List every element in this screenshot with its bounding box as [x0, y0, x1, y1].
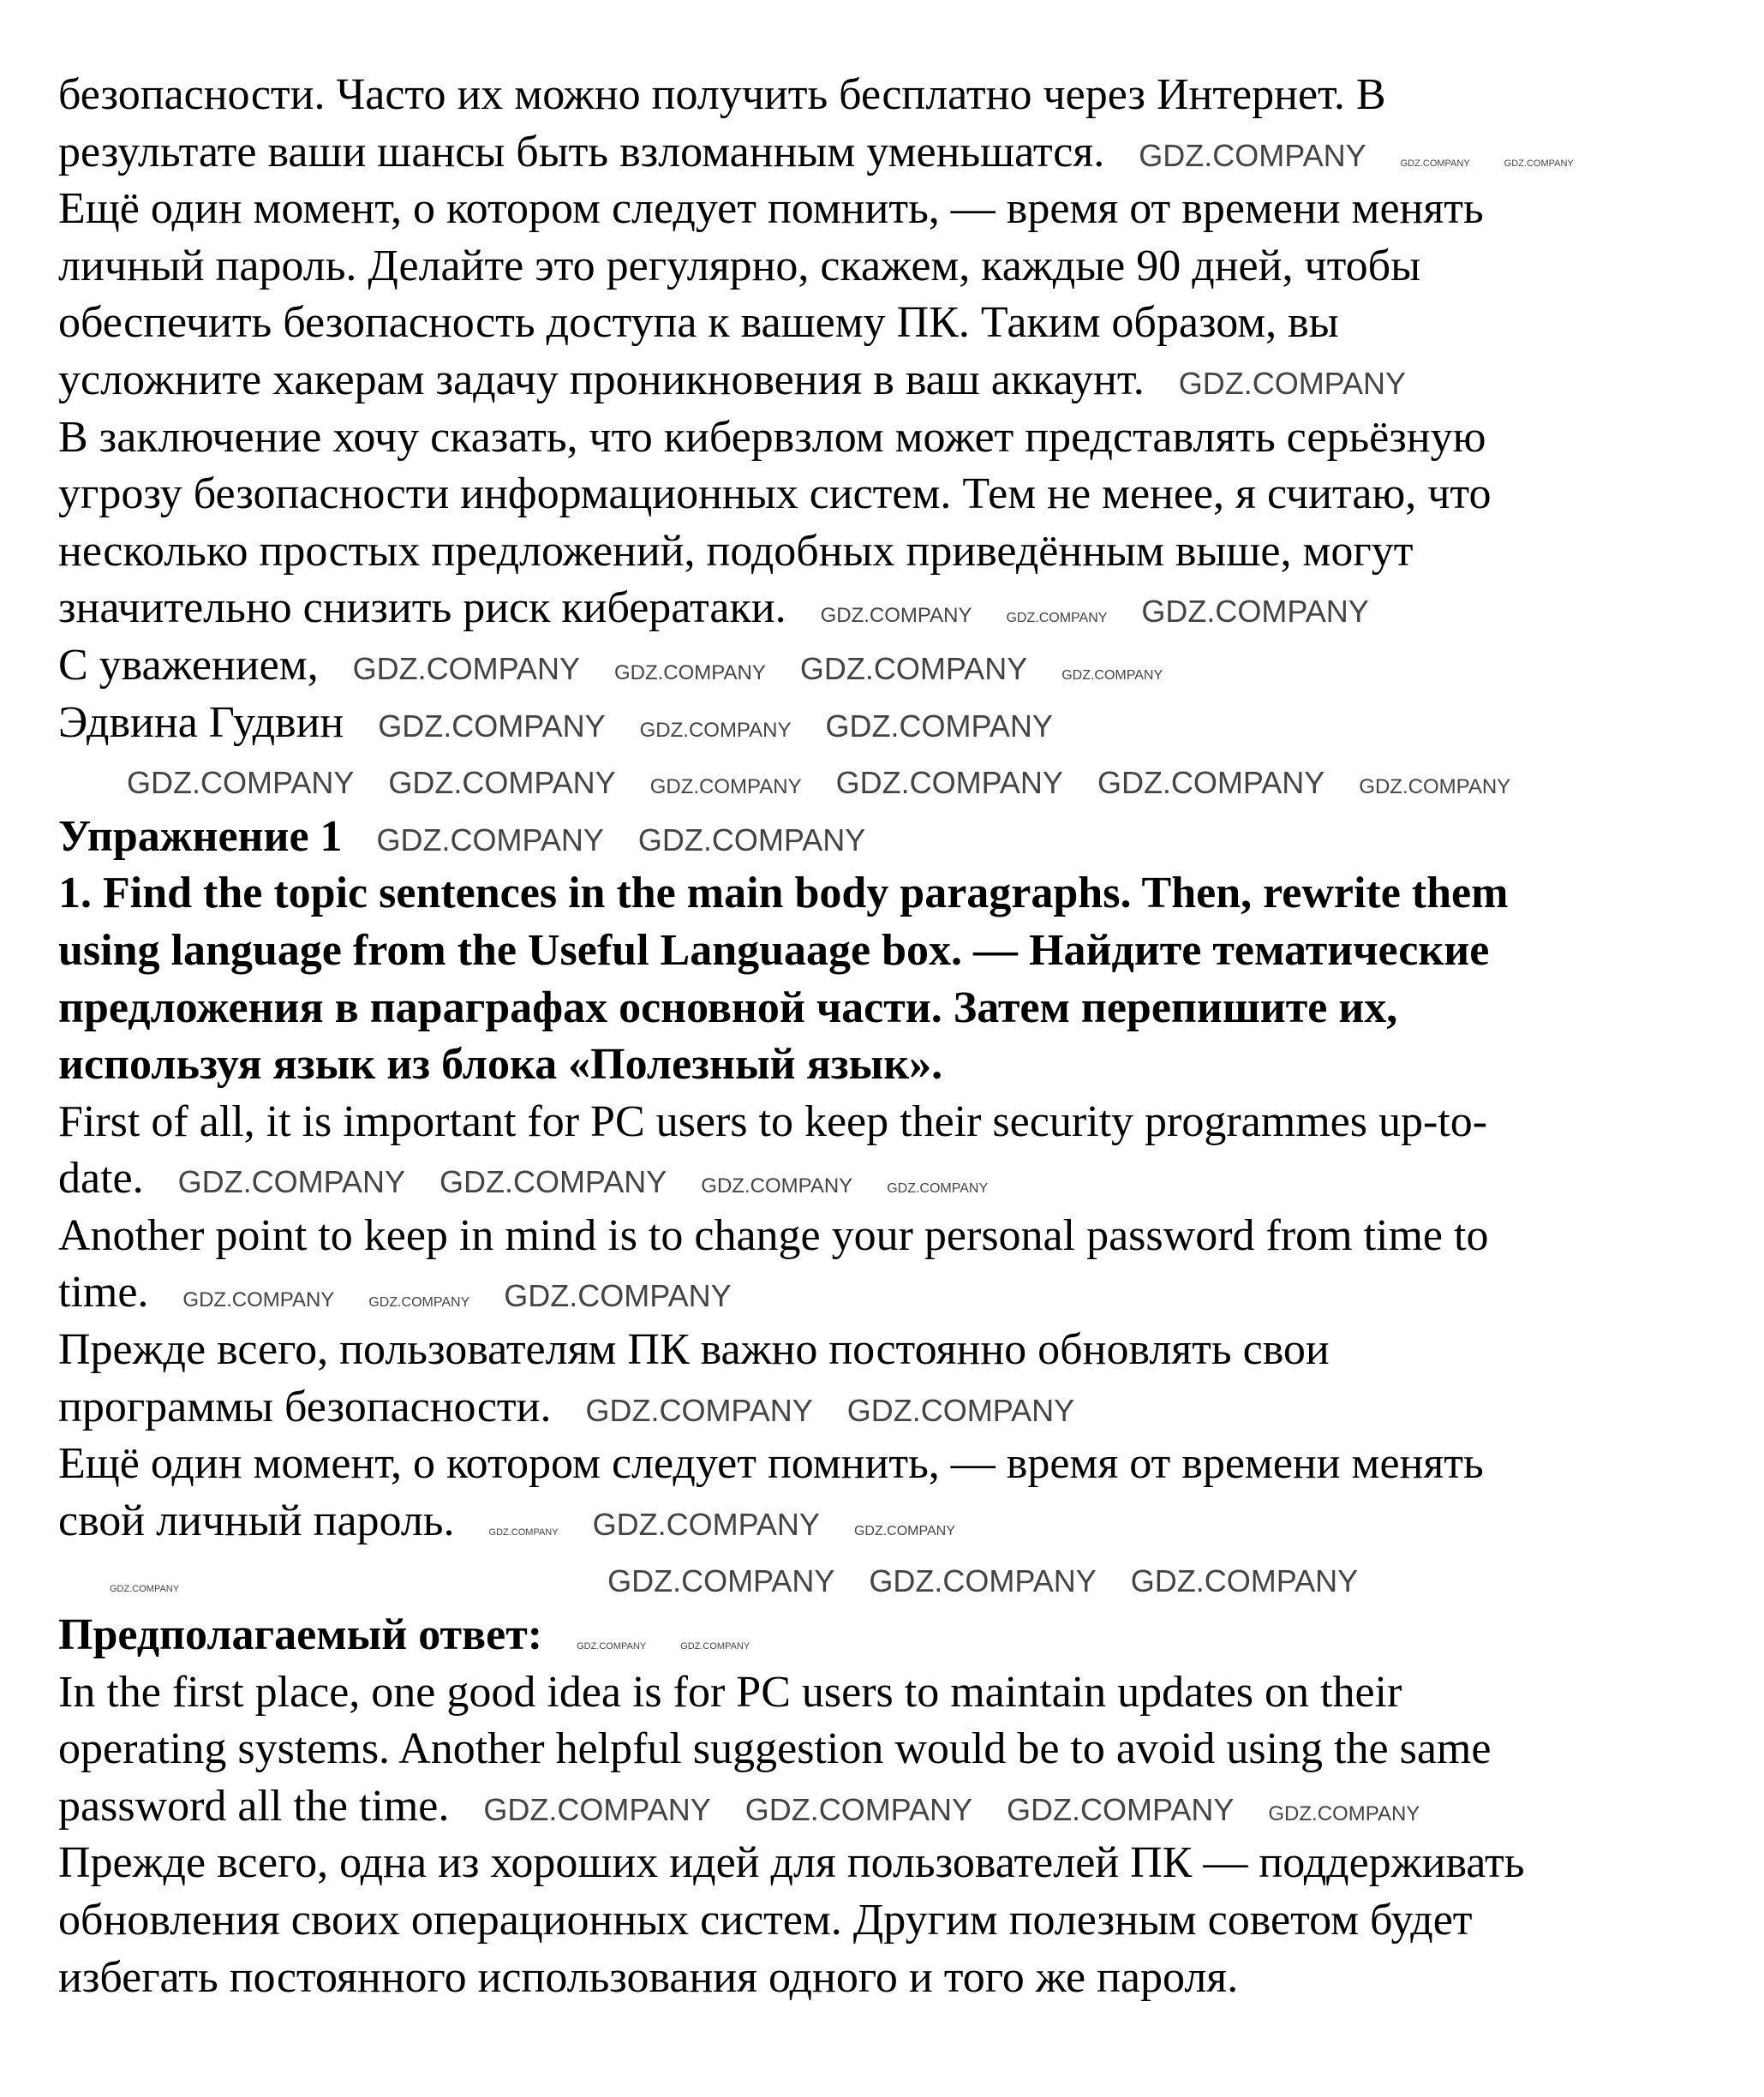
answer-line: date. [58, 1154, 144, 1204]
suggested-line: password all the time. [58, 1781, 450, 1831]
watermark: GDZ.COMPANY [1139, 137, 1366, 173]
answer-line: time. [58, 1268, 149, 1317]
letter-row [58, 580, 1737, 637]
suggested-line: обновления своих операционных систем. Другим полезным советом будет [58, 1896, 1473, 1945]
letter-line: личный пароль. Делайте это регулярно, скажем, каждые 90 дней, чтобы [58, 241, 1421, 290]
suggested-row [58, 1778, 1737, 1836]
spacer [58, 1550, 1737, 1607]
letter-line: обеспечить безопасность доступа к вашему ПК. Таким образом, вы [58, 298, 1339, 348]
letter-closing: С уважением, [58, 640, 319, 690]
watermark: GDZ.COMPANY [592, 1506, 820, 1542]
watermark: GDZ.COMPANY [488, 1526, 559, 1538]
watermark: GDZ.COMPANY [1268, 1801, 1420, 1825]
watermark: GDZ.COMPANY [701, 1174, 853, 1198]
watermark: GDZ.COMPANY [352, 650, 580, 686]
suggested-line: operating systems. Another helpful suggestion would be to avoid using the same [58, 1724, 1492, 1774]
answer-line: Another point to keep in mind is to change your personal password from time to [58, 1210, 1489, 1260]
letter-line: значительно снизить риск кибератаки. [58, 583, 786, 633]
watermark: GDZ.COMPANY [825, 708, 1053, 744]
watermark: GDZ.COMPANY [887, 1181, 989, 1197]
letter-row [58, 409, 1737, 467]
answer-line: Прежде всего, пользователям ПК важно постоянно обновлять свои [58, 1325, 1330, 1375]
watermark: GDZ.COMPANY [388, 765, 616, 801]
answer-row [58, 1379, 1737, 1437]
watermark: GDZ.COMPANY [1178, 365, 1407, 401]
suggested-heading-row [58, 1607, 1737, 1664]
suggested-line: In the first place, one good idea is for PC users to maintain updates on their [58, 1667, 1402, 1717]
watermark: GDZ.COMPANY [439, 1164, 667, 1200]
watermark: GDZ.COMPANY [639, 718, 792, 742]
task-line: 1. Find the topic sentences in the main body paragraphs. Then, rewrite them [58, 869, 1509, 918]
watermark: GDZ.COMPANY [744, 1791, 973, 1827]
watermark: GDZ.COMPANY [637, 821, 866, 857]
watermark: GDZ.COMPANY [680, 1641, 750, 1652]
answer-line: Ещё один момент, о котором следует помнить, — время от времени менять [58, 1439, 1484, 1489]
watermark: GDZ.COMPANY [376, 821, 604, 857]
watermark: GDZ.COMPANY [869, 1563, 1097, 1599]
exercise-heading: Упражнение 1 [58, 811, 343, 861]
watermark: GDZ.COMPANY [1007, 1791, 1235, 1827]
watermark: GDZ.COMPANY [1130, 1563, 1359, 1599]
letter-line: усложните хакерам задачу проникновения в ваш аккаунт. [58, 355, 1145, 404]
watermark: GDZ.COMPANY [1097, 765, 1325, 801]
answer-line: программы безопасности. [58, 1382, 552, 1431]
letter-row [58, 352, 1737, 409]
watermark: GDZ.COMPANY [799, 650, 1028, 686]
watermark: GDZ.COMPANY [1061, 667, 1163, 683]
letter-row [58, 295, 1737, 352]
watermark: GDZ.COMPANY [585, 1392, 813, 1428]
exercise-heading-row [58, 809, 1737, 866]
watermark: GDZ.COMPANY [1504, 158, 1574, 169]
watermark: GDZ.COMPANY [177, 1164, 405, 1200]
letter-line: безопасности. Часто их можно получить бесплатно через Интернет. В [58, 70, 1386, 119]
letter-row [58, 181, 1737, 238]
letter-line: Ещё один момент, о котором следует помнить, — время от времени менять [58, 184, 1484, 234]
watermark: GDZ.COMPANY [820, 604, 972, 628]
watermark: GDZ.COMPANY [1400, 158, 1470, 169]
answer-line: свой личный пароль. [58, 1496, 455, 1545]
watermark: GDZ.COMPANY [378, 708, 606, 744]
task-line: используя язык из блока «Полезный язык». [58, 1040, 943, 1090]
letter-signature: Эдвина Гудвин [58, 697, 344, 747]
answer-row [58, 1150, 1737, 1208]
watermark: GDZ.COMPANY [607, 1563, 835, 1599]
letter-row [58, 466, 1737, 523]
suggested-line: Прежде всего, одна из хороших идей для пользователей ПК — поддерживать [58, 1838, 1525, 1888]
watermark: GDZ.COMPANY [835, 765, 1063, 801]
letter-row [58, 124, 1737, 182]
suggested-line: избегать постоянного использования одного и того же пароля. [58, 1952, 1239, 2002]
watermark: GDZ.COMPANY [127, 765, 355, 801]
watermark: GDZ.COMPANY [846, 1392, 1075, 1428]
answer-row [58, 1493, 1737, 1550]
document-page [58, 67, 1737, 2006]
letter-line: несколько простых предложений, подобных приведённым выше, могут [58, 526, 1414, 576]
answer-line: First of all, it is important for PC users to keep their security programmes up-to- [58, 1096, 1488, 1146]
watermark: GDZ.COMPANY [182, 1288, 335, 1312]
answer-row [58, 1264, 1737, 1322]
letter-line: угрозу безопасности информационных систем. Тем не менее, я считаю, что [58, 469, 1492, 519]
watermark: GDZ.COMPANY [504, 1278, 732, 1314]
watermark: GDZ.COMPANY [483, 1791, 711, 1827]
watermark: GDZ.COMPANY [1359, 775, 1511, 799]
letter-line: результате ваши шансы быть взломанным уменьшатся. [58, 127, 1105, 176]
watermark: GDZ.COMPANY [613, 660, 766, 684]
watermark: GDZ.COMPANY [1006, 611, 1108, 626]
watermark: GDZ.COMPANY [110, 1584, 180, 1595]
watermark: GDZ.COMPANY [577, 1641, 647, 1652]
suggested-heading: Предполагаемый ответ: [58, 1610, 543, 1660]
letter-row [58, 523, 1737, 581]
letter-row [58, 238, 1737, 296]
task-line: предложения в параграфах основной части. Затем перепишите их, [58, 983, 1398, 1032]
letter-row [58, 637, 1737, 695]
watermark: GDZ.COMPANY [649, 775, 802, 799]
watermark: GDZ.COMPANY [853, 1523, 955, 1538]
watermark: GDZ.COMPANY [368, 1295, 470, 1311]
letter-row [58, 67, 1737, 124]
task-line: using language from the Useful Languaage box. — Найдите тематические [58, 925, 1490, 975]
letter-line: В заключение хочу сказать, что кибервзлом может представлять серьёзную [58, 412, 1486, 462]
spacer [58, 751, 1737, 809]
letter-row [58, 695, 1737, 752]
watermark: GDZ.COMPANY [1141, 594, 1369, 630]
